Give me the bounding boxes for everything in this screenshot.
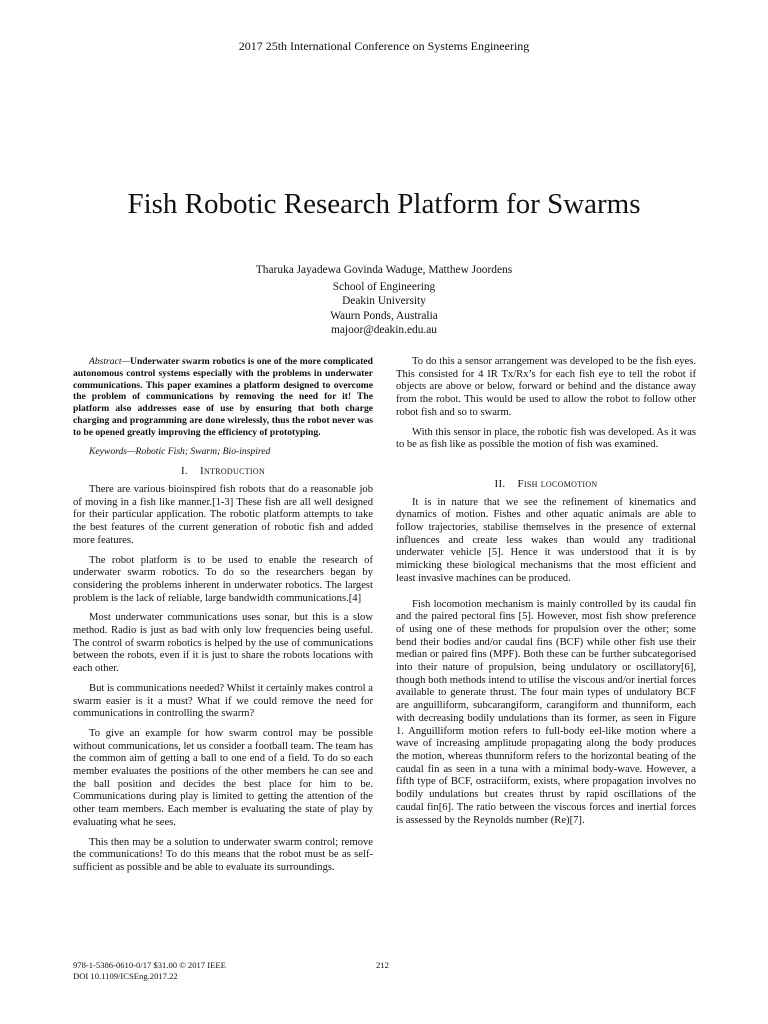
paragraph: To give an example for how swarm control may be possible without communications, let us consider a football team. The team has the common aim of getting a ball to one end of a field. To do so each member evaluates the positions of the other members he can see and the ball position and decides the best place for him to be. Communications during play is limited to getting the attention of the other team members. Each member is evaluating the state of play by evaluating what he sees. — [73, 727, 373, 828]
paragraph: Fish locomotion mechanism is mainly controlled by its caudal fin and the paired pectoral fins [5]. However, most fish show preference of using one of these methods for propulsion over the other; some bend their bodies and/or caudal fins (BCF) while other fish use their median or paired fins (MPF). Both these can be further subcategorised into their nature of propulsion, being undulatory or oscillatory[6], though both methods intend to utilise the viscous and/or inertial forces available to generate thrust. The four main types of undulatory BCF are anguilliform, subcarangiform, carangiform and thunniform, each with decreasing bodily undulations than its former, as seen in Figure 1. Anguilliform motion refers to full-body eel-like motion where a wave of increasing amplitude propagating along the body produces the motion, whereas thunniform refers to the horizontal beating of the caudal fin as seen in a tuna with a minimal body-wave. However, a fifth type of BCF, ostraciiform, exists, where propagation involves no bodily undulations but creates thrust by rapid oscillations of the caudal fin[6]. The ratio between the viscous forces and inertial forces is assessed by the Reynolds number (Re)[7]. — [396, 598, 696, 826]
author-names: Tharuka Jayadewa Govinda Waduge, Matthew Joordens — [255, 264, 513, 276]
paragraph: It is in nature that we see the refinement of kinematics and dynamics of motion. Fishes and other aquatic animals are able to follow trajectories, stabilise themselves in the presence of external influences and create less wakes than would any traditional underwater vehicle [5]. Hence it was understood that it is by mimicking these biological mechanisms that the most efficient and least invasive machines can be produced. — [396, 496, 696, 584]
section-title: Fish locomotion — [517, 477, 598, 490]
left-column — [73, 356, 373, 882]
footer-isbn: 978-1-5386-0610-0/17 $31.00 © 2017 IEEE — [73, 960, 226, 970]
section-number: I. — [180, 465, 188, 478]
footer-doi: DOI 10.1109/ICSEng.2017.22 — [73, 971, 178, 981]
abstract-lead: Abstract— — [89, 356, 131, 367]
paragraph: The robot platform is to be used to enable the research of underwater swarm robotics. To do so the researchers began by considering the problems inherent in underwater robotics. The largest problem is the lack of reliable, large bandwidth communications.[4] — [73, 554, 373, 604]
author-email: majoor@deakin.edu.au — [330, 324, 437, 336]
affiliation-university: Deakin University — [342, 295, 426, 307]
paragraph: To do this a sensor arrangement was developed to be the fish eyes. This consisted for 4 IR Tx/Rx’s for each fish eye to tell the robot if objects are above or below, forward or behind and the distance away from the robot. This would be used to allow the robot to follow other robot fish and so to swarm. — [396, 356, 696, 418]
abstract-text: Underwater swarm robotics is one of the more complicated autonomous control systems especially with the problems in underwater communications. This paper examines a platform designed to overcome the problem of communications by removing the need for it! The platform also addresses ease of use by ensuring that both charge charging and programming are done wirelessly, thus the robot never was to be opened greatly improving the efficiency of prototyping. — [73, 356, 373, 438]
right-column — [396, 356, 696, 834]
paragraph: With this sensor in place, the robotic fish was developed. As it was to be as fish like as possible the motion of fish was examined. — [396, 426, 696, 451]
conference-header: 2017 25th International Conference on Systems Engineering — [238, 39, 530, 53]
author-block — [0, 263, 768, 338]
affiliation-location: Waurn Ponds, Australia — [330, 309, 438, 322]
paragraph: This then may be a solution to underwater swarm control; remove the communications! To do this means that the robot must be as self-sufficient as possible and be able to evaluate its surroundings. — [73, 836, 373, 873]
section-title: Introduction — [199, 465, 266, 478]
abstract — [73, 356, 373, 439]
affiliation-school: School of Engineering — [332, 280, 436, 293]
paragraph: There are various bioinspired fish robots that do a reasonable job of moving in a fish like manner.[1-3] These fish are all well designed for their particular application. The robotic platform attempts to take the best features of the current generation of robotic fish and added more features. — [73, 483, 373, 546]
page-number: 212 — [376, 960, 389, 970]
paragraph: But is communications needed? Whilst it certainly makes control a swarm easier is it a must? What if we could remove the need for communications in controlling the swarm? — [73, 682, 373, 720]
keywords: Keywords—Robotic Fish; Swarm; Bio-inspired — [89, 445, 271, 457]
paper-title: Fish Robotic Research Platform for Swarms — [127, 188, 641, 220]
section-heading-fish-locomotion — [396, 478, 696, 491]
footer-copyright — [73, 960, 226, 982]
paragraph: Most underwater communications uses sonar, but this is a slow method. Radio is just as bad with only low frequencies being useful. The control of swarm robotics is helped by the use of communications between the robots, even if it is just to share the robots locations with each other. — [73, 612, 373, 675]
section-heading-introduction — [73, 465, 373, 478]
section-number: II. — [494, 477, 506, 490]
